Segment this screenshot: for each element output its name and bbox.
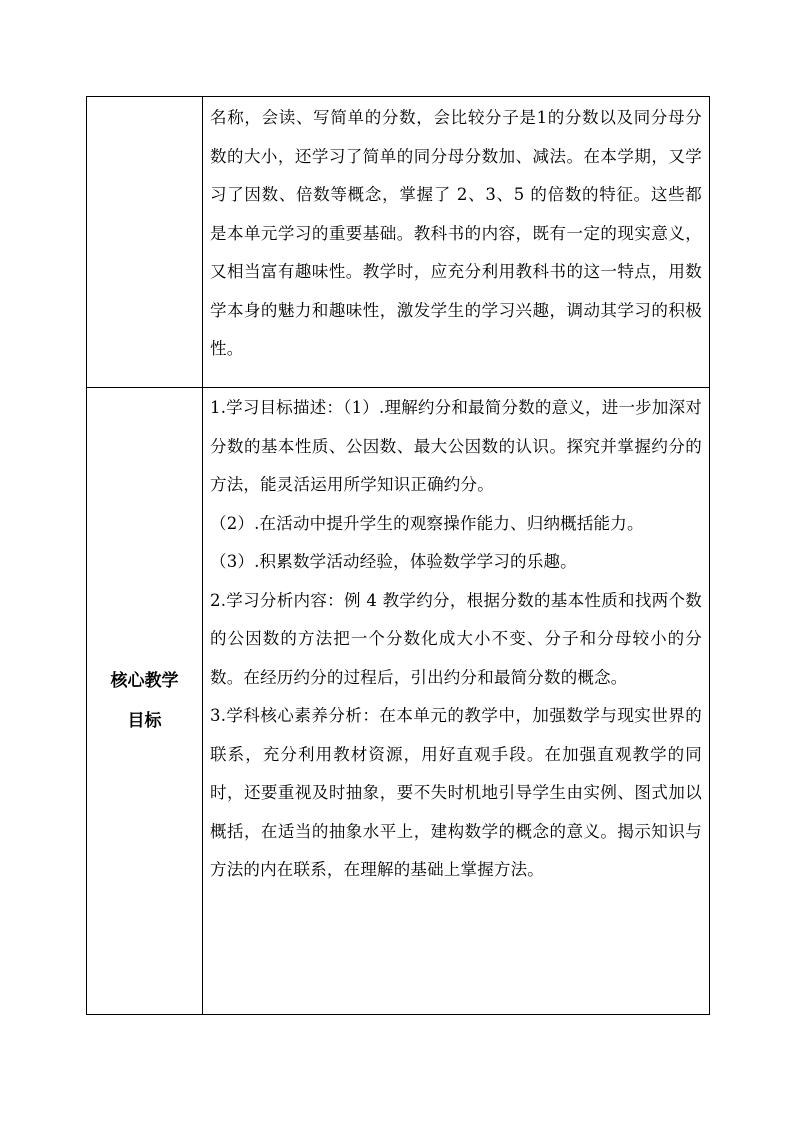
row-content-cell (203, 97, 710, 388)
core-literacy-analysis-paragraph: 3.学科核心素养分析：在本单元的教学中，加强数学与现实世界的联系，充分利用教材资源，用好直观手段。在加强直观教学的同时，还要重视及时抽象，要不失时机地引导学生由实例、图式加以概括，在适当的抽象水平上，建构数学的概念的意义。揭示知识与方法的内在联系，在理解的基础上掌握方法。 (210, 706, 702, 879)
objective-item-2-paragraph: （2）.在活动中提升学生的观察操作能力、归纳概括能力。 (210, 513, 644, 533)
content-analysis-paragraph: 2.学习分析内容：例 4 教学约分，根据分数的基本性质和找两个数的公因数的方法把一个分数化成大小不变、分子和分母较小的分数。在经历约分的过程后，引出约分和最简分数的概念。 (210, 590, 702, 687)
table-row-background (87, 97, 710, 388)
row-label-cell (87, 388, 203, 1015)
row-label-cell-empty (87, 97, 203, 388)
content-paragraph: 名称，会读、写简单的分数，会比较分子是1的分数以及同分母分数的大小，还学习了简单的同分母分数加、减法。在本学期，又学习了因数、倍数等概念，掌握了 2、3、5 的倍数的特征。这些都是本单元学习的重要基础。教科书的内容，既有一定的现实意义，又相当富有趣味性。教学时，应充分利用教科书的这一特点，用数学本身的魅力和趣味性，激发学生的学习兴趣，调动其学习的积极性。 (210, 108, 702, 358)
row-content-cell (203, 388, 710, 1015)
objective-description-paragraph: 1.学习目标描述：（1）.理解约分和最简分数的意义，进一步加深对分数的基本性质、公因数、最大公因数的认识。探究并掌握约分的方法，能灵活运用所学知识正确约分。 (210, 398, 702, 494)
row-label-core-objectives: 核心教学目标 (110, 671, 179, 731)
objective-item-3-paragraph: （3）.积累数学活动经验，体验数学学习的乐趣。 (210, 552, 577, 571)
lesson-plan-table (86, 96, 710, 1015)
table-row-core-objectives (87, 388, 710, 1015)
